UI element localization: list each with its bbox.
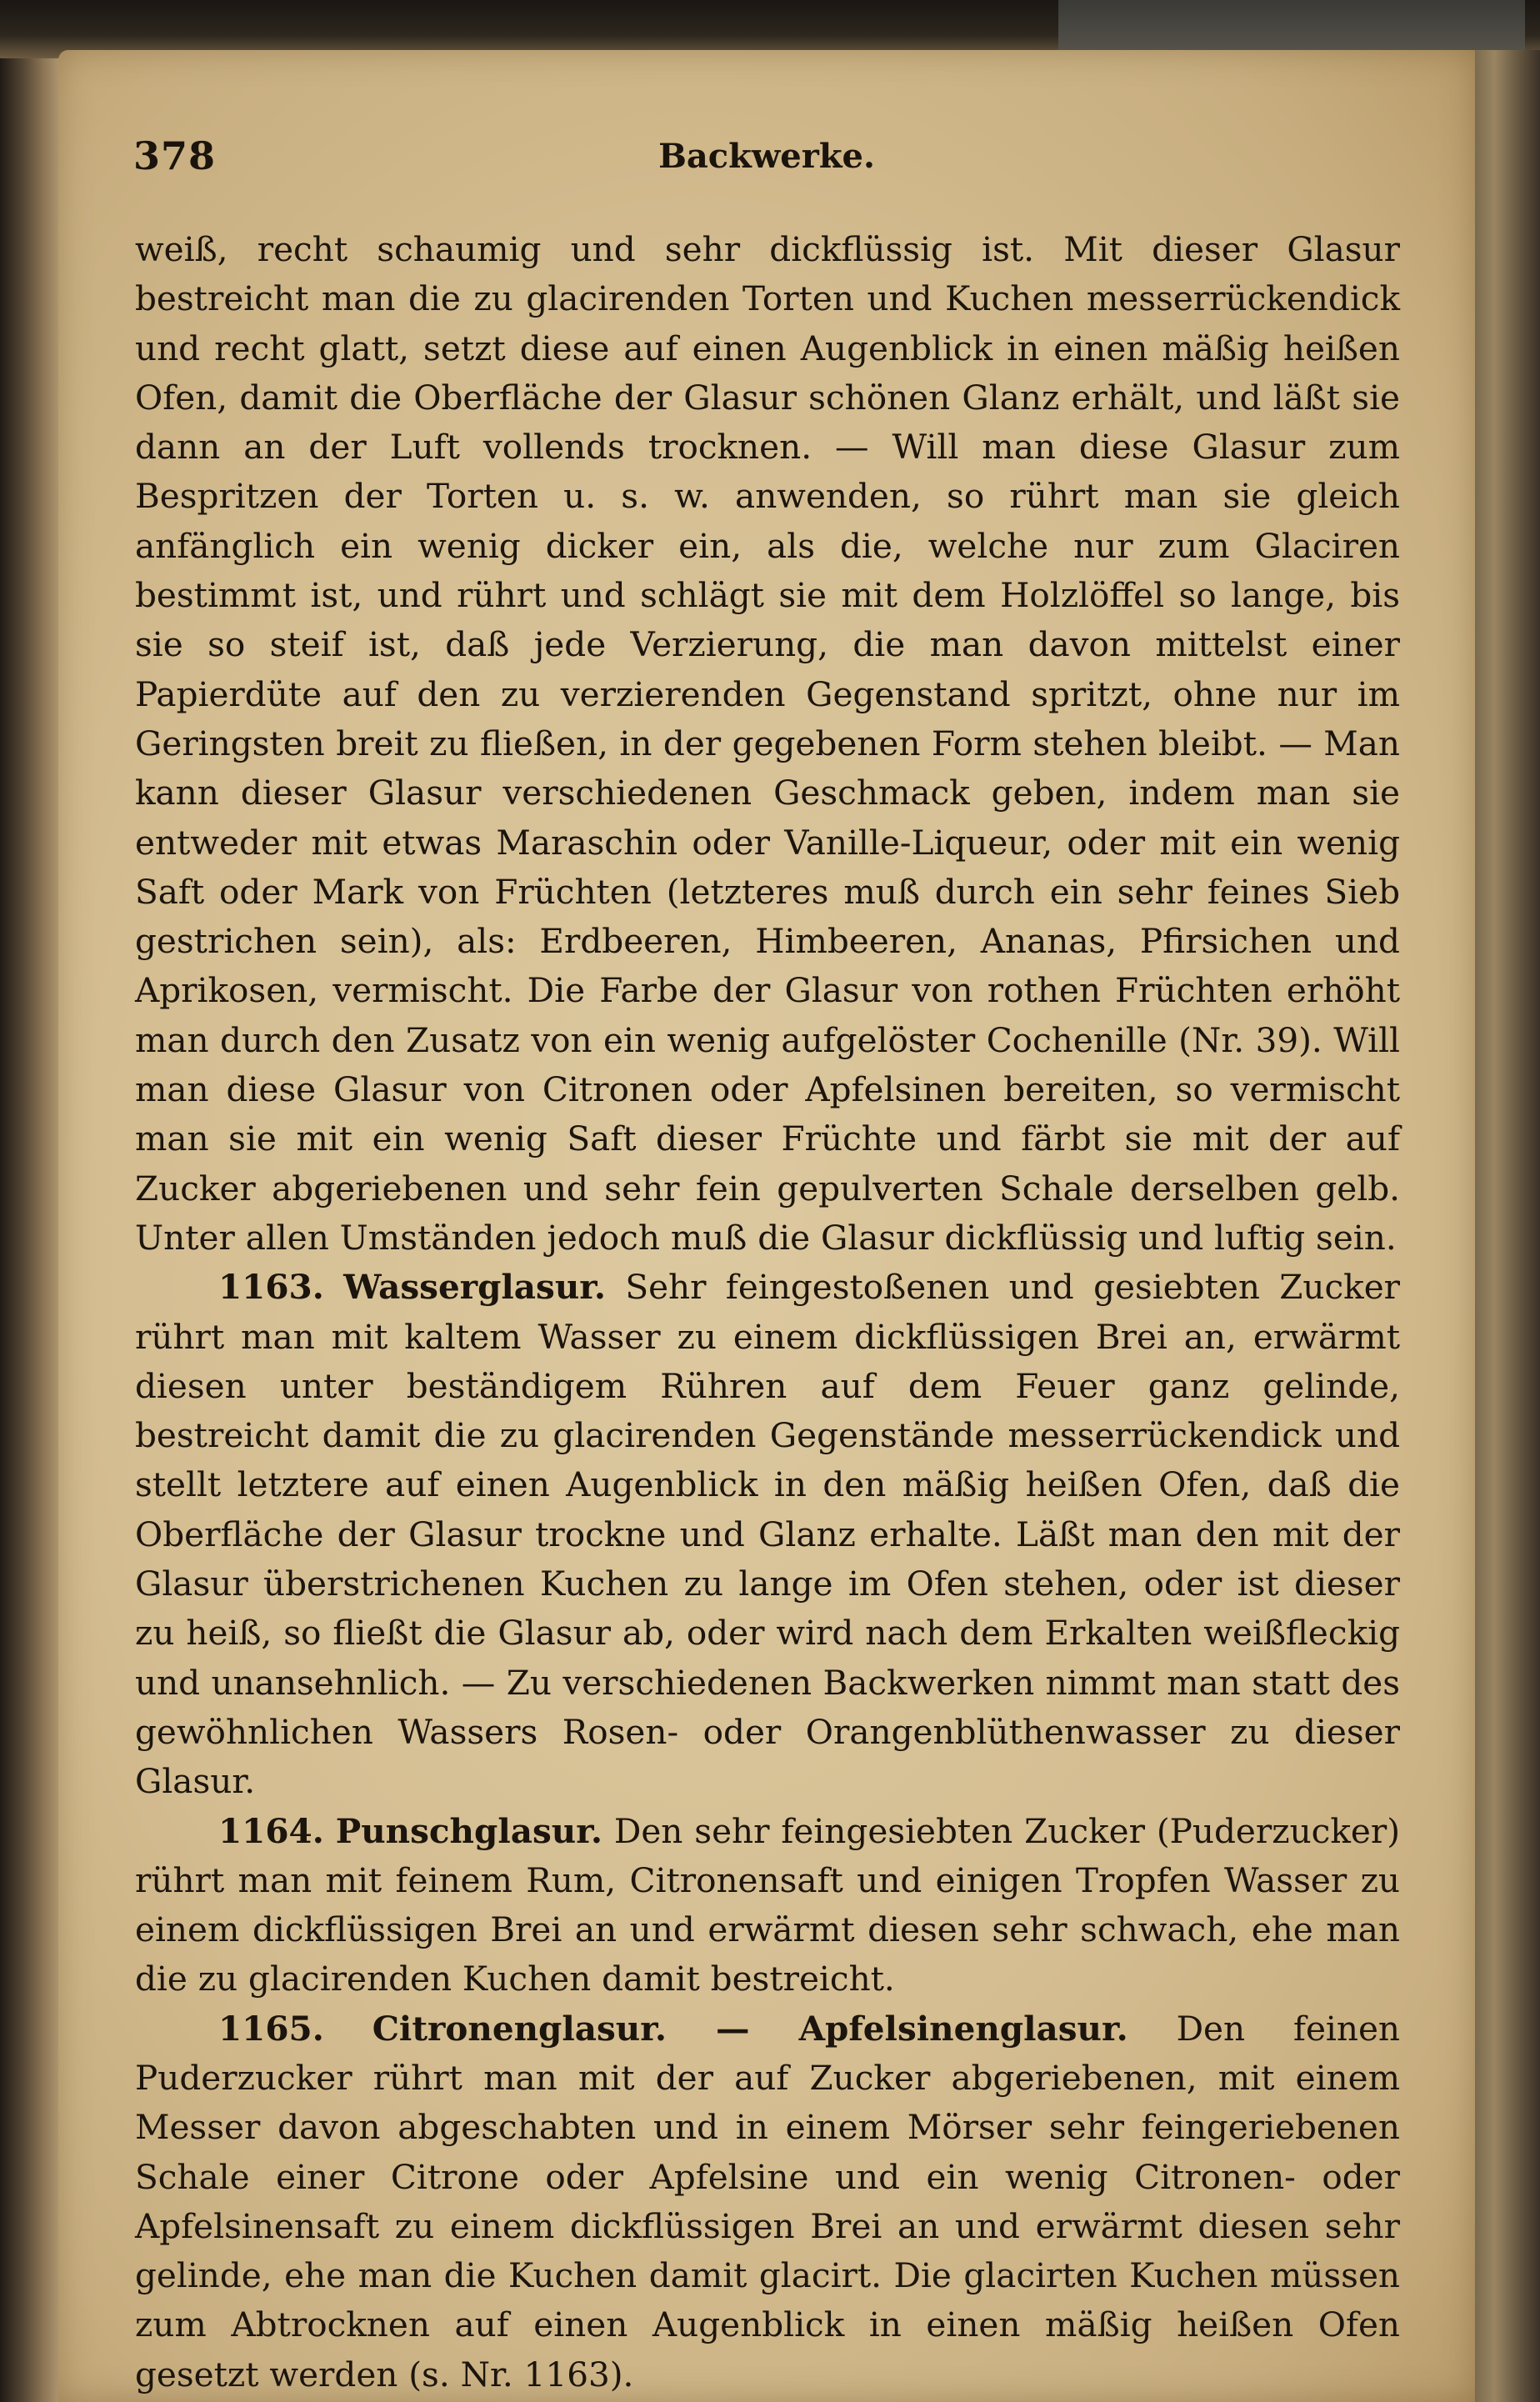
entry-title: Wasserglasur. (343, 1267, 606, 1308)
entry-1164 (135, 1807, 1400, 2004)
entry-1163 (135, 1263, 1400, 1806)
binding-tab (1058, 0, 1525, 52)
page-header (133, 133, 1400, 192)
page-body (135, 225, 1400, 2399)
entry-text: Sehr feingestoßenen und gesiebten Zucker rührt man mit kaltem Wasser zu einem dickflüssigen Brei an, erwärmt diesen unter beständigem Rühren auf dem Feuer ganz gelinde, bestreicht damit die zu glacirenden Gegenstände messerrückendick und stellt letztere auf einen Augenblick in den mäßig heißen Ofen, daß die Oberfläche der Glasur trockne und Glanz erhalte. Läßt man den mit der Glasur überstrichenen Kuchen zu lange im Ofen stehen, oder ist dieser zu heiß, so fließt die Glasur ab, oder wird nach dem Erkalten weißfleckig und unansehnlich. — Zu verschiedenen Backwerken nimmt man statt des gewöhnlichen Wassers Rosen- oder Orangenblüthenwasser zu dieser Glasur. (135, 1267, 1401, 1802)
entry-title: Citronenglasur. — Apfelsinenglasur. (372, 2008, 1128, 2049)
entry-number: 1163. (218, 1267, 324, 1308)
entry-text: Den feinen Puderzucker rührt man mit der auf Zucker abgeriebenen, mit einem Messer davon abgeschabten und in einem Mörser sehr feingeriebenen Schale einer Citrone oder Apfelsine und ein wenig Citronen- oder Apfelsinensaft zu einem dickflüssigen Brei an und erwärmt diesen sehr gelinde, ehe man die Kuchen damit glacirt. Die glacirten Kuchen müssen zum Abtrocknen auf einen Augenblick in einen mäßig heißen Ofen gesetzt werden (s. Nr. 1163). (135, 2008, 1401, 2394)
entry-number: 1165. (218, 2008, 324, 2049)
entry-1165 (135, 2004, 1400, 2399)
book-spine (0, 0, 62, 2402)
entry-title: Punschglasur. (335, 1810, 602, 1851)
page-edge (1475, 50, 1540, 2402)
entry-text: Den sehr feingesiebten Zucker (Puderzucker) rührt man mit feinem Rum, Citronensaft und einigen Tropfen Wasser zu einem dickflüssigen Brei an und erwärmt diesen sehr schwach, ehe man die zu glacirenden Kuchen damit bestreicht. (135, 1810, 1401, 1999)
running-head: Backwerke. (658, 137, 875, 176)
page-number: 378 (133, 133, 217, 178)
entry-number: 1164. (218, 1810, 324, 1851)
intro-paragraph: weiß, recht schaumig und sehr dickflüssig ist. Mit dieser Glasur bestreicht man die zu glacirenden Torten und Kuchen messerrückendick und recht glatt, setzt diese auf einen Augenblick in einen mäßig heißen Ofen, damit die Oberfläche der Glasur schönen Glanz erhält, und läßt sie dann an der Luft vollends trocknen. — Will man diese Glasur zum Bespritzen der Torten u. s. w. anwenden, so rührt man sie gleich anfänglich ein wenig dicker ein, als die, welche nur zum Glaciren bestimmt ist, und rührt und schlägt sie mit dem Holzlöffel so lange, bis sie so steif ist, daß jede Verzierung, die man davon mittelst einer Papierdüte auf den zu verzierenden Gegenstand spritzt, ohne nur im Geringsten breit zu fließen, in der gegebenen Form stehen bleibt. — Man kann dieser Glasur verschiedenen Geschmack geben, indem man sie entweder mit etwas Maraschin oder Vanille-Liqueur, oder mit ein wenig Saft oder Mark von Früchten (letzteres muß durch ein sehr feines Sieb gestrichen sein), als: Erdbeeren, Himbeeren, Ananas, Pfirsichen und Aprikosen, vermischt. Die Farbe der Glasur von rothen Früchten erhöht man durch den Zusatz von ein wenig aufgelöster Cochenille (Nr. 39). Will man diese Glasur von Citronen oder Apfelsinen bereiten, so vermischt man sie mit ein wenig Saft dieser Früchte und färbt sie mit der auf Zucker abgeriebenen und sehr fein gepulverten Schale derselben gelb. Unter allen Umständen jedoch muß die Glasur dickflüssig und luftig sein. (135, 229, 1400, 1258)
